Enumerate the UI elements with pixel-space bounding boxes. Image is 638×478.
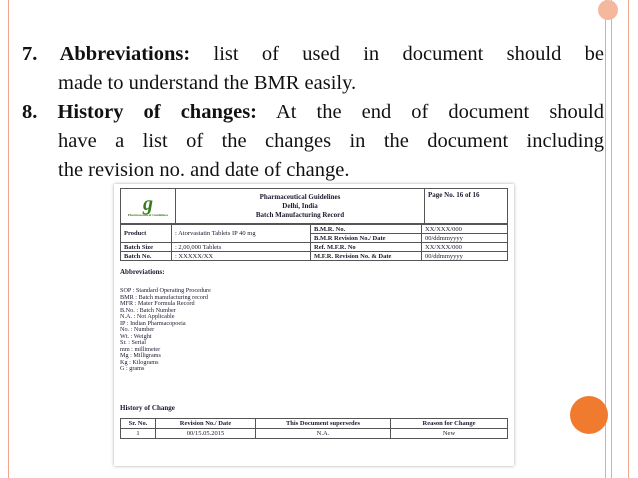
batch-no-value: : XXXXX/XX [172, 252, 311, 261]
bmr-rev-value: 00/ddmmyyyy [422, 234, 508, 243]
decor-circle-large [570, 396, 608, 434]
left-accent-line [8, 0, 9, 478]
ref-mfr-label: Ref. M.F.R. No [311, 243, 422, 252]
col-revision: Revision No./ Date [156, 419, 256, 429]
list-item: mm : millimeter [120, 345, 161, 353]
cell-revision: 00/15.05.2015 [156, 429, 256, 439]
list-item: Wt. : Weight [120, 332, 152, 340]
col-supersedes: This Document supersedes [256, 419, 391, 429]
abbreviations-heading: Abbreviations: [120, 268, 165, 276]
col-sr: Sr. No. [121, 419, 156, 429]
list-item: Sr. : Serial [120, 339, 146, 346]
right-accent-line-2 [611, 0, 612, 478]
logo [121, 189, 176, 224]
batch-no-label: Batch No. [121, 252, 172, 261]
item8-line1: 8. History of changes: At the end of document should [22, 101, 604, 123]
mfr-rev-value: 00/ddmmyyyy [422, 252, 508, 261]
document-header [120, 188, 508, 224]
bmr-rev-label: B.M.R Revision No./ Date [311, 234, 422, 243]
list-item: MFR : Mater Formula Record [120, 300, 195, 307]
item8-line2: have a list of the changes in the document including [58, 130, 604, 152]
list-item: IP : Indian Pharmacopoeia [120, 319, 186, 327]
list-item: N.A. : Not Applicable [120, 313, 175, 320]
bmr-no-value: XX/XXX/000 [422, 225, 508, 234]
page-number: Page No. 16 of 16 [425, 189, 508, 224]
list-item: B.No. : Batch Number [120, 306, 176, 314]
item7-line2: made to understand the BMR easily. [58, 72, 357, 94]
list-item: Mg : Milligrams [120, 352, 161, 359]
logo-g-icon: g [143, 193, 153, 215]
header-city: Delhi, India [282, 201, 318, 210]
batch-size-value: : 2,00,000 Tablets [172, 243, 311, 252]
list-item: No. : Number [120, 326, 155, 333]
abbreviations-list [120, 288, 211, 373]
product-value: : Atorvastatin Tablets IP 40 mg [172, 225, 311, 243]
batch-size-label: Batch Size [121, 243, 172, 252]
info-table [120, 224, 508, 261]
cell-reason: New [391, 429, 508, 439]
history-table [120, 418, 508, 439]
item8-line3: the revision no. and date of change. [58, 159, 350, 181]
list-item: SOP : Standard Operating Procedure [120, 287, 211, 294]
table-header-row [121, 419, 508, 429]
ref-mfr-value: XX/XXX/000 [422, 243, 508, 252]
header-subtitle: Batch Manufacturing Record [255, 210, 345, 219]
logo-text: Pharmaceutical Guidelines [127, 213, 169, 217]
cell-sr: 1 [121, 429, 156, 439]
list-item: BMR : Batch manufacturing record [120, 293, 208, 301]
product-label: Product [121, 225, 172, 243]
item8-heading: 8. History of changes: [22, 101, 257, 123]
decor-circle-small [598, 0, 618, 20]
history-heading: History of Change [120, 404, 175, 412]
item7-line1: 7. Abbreviations: list of used in document should be [22, 43, 604, 65]
header-title: Pharmaceutical Guidelines [259, 192, 341, 201]
mfr-rev-label: M.F.R. Revision No. & Date [311, 252, 422, 261]
header-title-block [176, 189, 425, 224]
right-accent-line-3 [628, 0, 629, 478]
cell-supersedes: N.A. [256, 429, 391, 439]
table-row [121, 429, 508, 439]
list-item: G : grams [120, 365, 145, 372]
bmr-document-image [114, 184, 514, 466]
item7-heading: 7. Abbreviations: [22, 43, 191, 65]
col-reason: Reason for Change [391, 419, 508, 429]
list-item: Kg : Kilograms [120, 358, 159, 366]
slide-body-text [22, 40, 604, 185]
bmr-no-label: B.M.R. No. [311, 225, 422, 234]
